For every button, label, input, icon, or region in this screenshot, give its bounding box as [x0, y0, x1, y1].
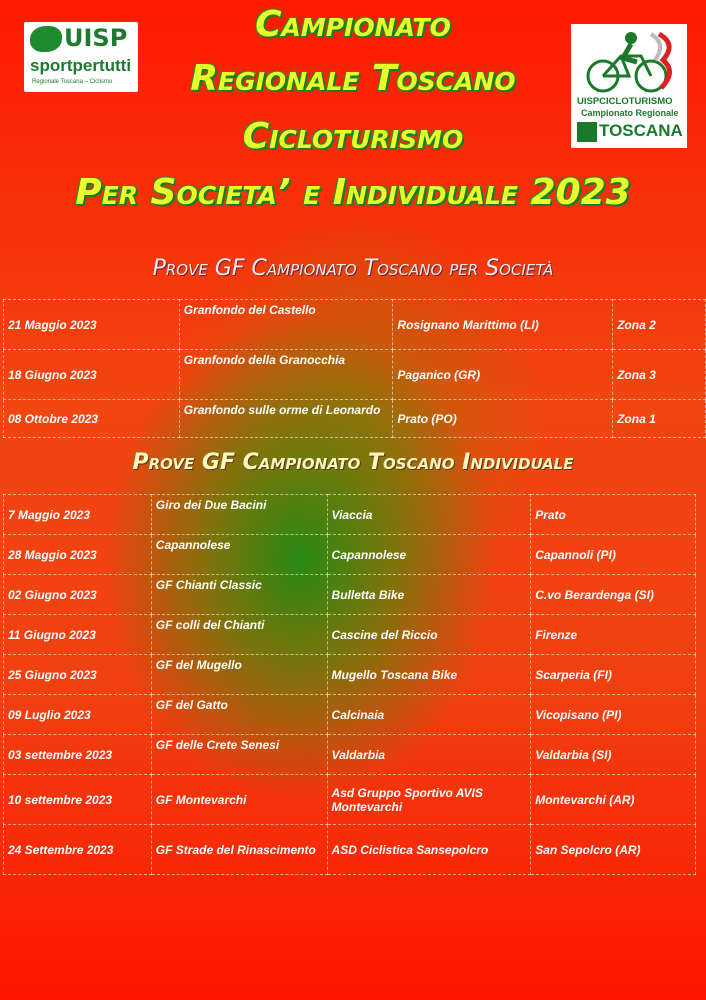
place-cell: Scarperia (FI) [531, 655, 696, 695]
table-row [4, 350, 706, 400]
table-row [4, 775, 696, 825]
table-row [4, 535, 696, 575]
title-line-3: Cicloturismo [242, 116, 464, 157]
org-cell: Valdarbia [327, 735, 531, 775]
table-row [4, 825, 696, 875]
logo-left-name: UISP [64, 24, 128, 52]
date-cell: 02 Giugno 2023 [4, 575, 152, 615]
place-cell: Montevarchi (AR) [531, 775, 696, 825]
title-line-2: Regionale Toscano [190, 58, 516, 99]
table-row [4, 615, 696, 655]
table-row [4, 655, 696, 695]
table-row [4, 575, 696, 615]
title-line-1: Campionato [255, 4, 451, 45]
date-cell: 08 Ottobre 2023 [4, 400, 180, 438]
logo-right-line3: TOSCANA [599, 121, 683, 140]
table-row [4, 300, 706, 350]
org-cell: Capannolese [327, 535, 531, 575]
event-cell: Giro dei Due Bacini [151, 495, 327, 535]
date-cell: 10 settembre 2023 [4, 775, 152, 825]
table-row [4, 695, 696, 735]
org-cell: Bulletta Bike [327, 575, 531, 615]
table-row [4, 495, 696, 535]
zone-cell: Zona 1 [613, 400, 706, 438]
event-cell: Granfondo del Castello [179, 300, 393, 350]
place-cell: Vicopisano (PI) [531, 695, 696, 735]
event-cell: GF del Mugello [151, 655, 327, 695]
date-cell: 7 Maggio 2023 [4, 495, 152, 535]
org-cell: Calcinaia [327, 695, 531, 735]
title-line-4: Per Societa’ e Individuale 2023 [75, 172, 631, 213]
org-cell: Asd Gruppo Sportivo AVIS Montevarchi [327, 775, 531, 825]
place-cell: Prato (PO) [393, 400, 613, 438]
individuale-table [3, 494, 696, 875]
table-row [4, 735, 696, 775]
zone-cell: Zona 2 [613, 300, 706, 350]
place-cell: Firenze [531, 615, 696, 655]
date-cell: 09 Luglio 2023 [4, 695, 152, 735]
date-cell: 25 Giugno 2023 [4, 655, 152, 695]
date-cell: 21 Maggio 2023 [4, 300, 180, 350]
table-row [4, 400, 706, 438]
org-cell: Mugello Toscana Bike [327, 655, 531, 695]
logo-right-line2: Campionato Regionale [581, 108, 679, 118]
place-cell: Rosignano Marittimo (LI) [393, 300, 613, 350]
date-cell: 11 Giugno 2023 [4, 615, 152, 655]
zone-cell: Zona 3 [613, 350, 706, 400]
place-cell: Valdarbia (SI) [531, 735, 696, 775]
place-cell: San Sepolcro (AR) [531, 825, 696, 875]
logo-right-line1: UISPCICLOTURISMO [577, 96, 673, 107]
event-cell: GF delle Crete Senesi [151, 735, 327, 775]
place-cell: C.vo Berardenga (SI) [531, 575, 696, 615]
date-cell: 24 Settembre 2023 [4, 825, 152, 875]
event-cell: GF colli del Chianti [151, 615, 327, 655]
societa-table [3, 299, 706, 438]
section-societa-heading: Prove GF Campionato Toscano per Società [152, 256, 554, 281]
logo-left-sub: Regionale Toscana – Ciclismo [32, 79, 113, 85]
event-cell: Granfondo sulle orme di Leonardo [179, 400, 393, 438]
section-individuale-heading: Prove GF Campionato Toscano Individuale [132, 450, 574, 475]
event-cell: Granfondo della Granocchia [179, 350, 393, 400]
event-cell: GF Montevarchi [151, 775, 327, 825]
event-cell: Capannolese [151, 535, 327, 575]
logo-left-tagline: sportpertutti [30, 56, 132, 75]
event-cell: GF del Gatto [151, 695, 327, 735]
place-cell: Prato [531, 495, 696, 535]
place-cell: Capannoli (PI) [531, 535, 696, 575]
org-cell: Viaccia [327, 495, 531, 535]
date-cell: 03 settembre 2023 [4, 735, 152, 775]
event-cell: GF Strade del Rinascimento [151, 825, 327, 875]
place-cell: Paganico (GR) [393, 350, 613, 400]
event-cell: GF Chianti Classic [151, 575, 327, 615]
org-cell: ASD Ciclistica Sansepolcro [327, 825, 531, 875]
org-cell: Cascine del Riccio [327, 615, 531, 655]
date-cell: 28 Maggio 2023 [4, 535, 152, 575]
date-cell: 18 Giugno 2023 [4, 350, 180, 400]
